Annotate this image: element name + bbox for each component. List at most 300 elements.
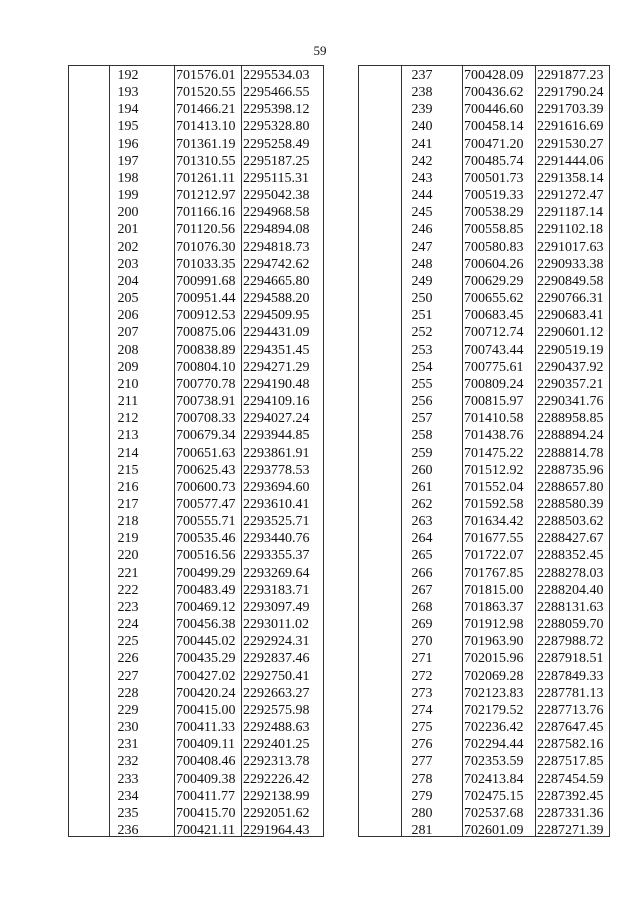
point-number: 262	[411, 497, 433, 512]
table-row	[359, 736, 609, 753]
point-number: 228	[117, 685, 139, 701]
x-coordinate: 700815.97	[464, 394, 524, 410]
x-coordinate: 700625.43	[176, 462, 236, 478]
x-coordinate: 700471.20	[464, 136, 524, 152]
table-row	[359, 771, 609, 788]
x-coordinate: 700485.74	[464, 153, 524, 169]
y-coordinate: 2288427.67	[537, 531, 604, 547]
table-row	[69, 118, 323, 135]
point-number: 242	[411, 153, 433, 169]
x-coordinate: 700415.00	[176, 702, 236, 718]
point-number: 254	[411, 359, 433, 375]
point-number: 279	[411, 788, 433, 804]
table-row	[359, 599, 609, 616]
table-row	[359, 547, 609, 564]
y-coordinate: 2291017.63	[537, 239, 604, 255]
y-coordinate: 2290766.31	[537, 291, 604, 307]
x-coordinate: 700809.24	[464, 376, 524, 392]
point-number: 202	[117, 239, 139, 255]
y-coordinate: 2292750.41	[243, 668, 310, 684]
table-row	[359, 376, 609, 393]
point-number: 210	[117, 376, 139, 392]
x-coordinate: 700991.68	[176, 273, 236, 289]
x-coordinate: 700875.06	[176, 325, 236, 341]
x-coordinate: 700555.71	[176, 514, 236, 530]
y-coordinate: 2293183.71	[243, 582, 310, 598]
point-number: 245	[411, 205, 433, 221]
x-coordinate: 701815.00	[464, 582, 524, 598]
point-number: 213	[117, 428, 139, 444]
table-row	[359, 805, 609, 822]
point-number: 252	[411, 325, 433, 341]
table-row	[359, 170, 609, 187]
y-coordinate: 2287849.33	[537, 668, 604, 684]
point-number: 204	[117, 273, 139, 289]
table-row	[359, 187, 609, 204]
x-coordinate: 700912.53	[176, 308, 236, 324]
x-coordinate: 700436.62	[464, 85, 524, 101]
table-row	[359, 719, 609, 736]
x-coordinate: 701033.35	[176, 256, 236, 272]
point-number: 247	[411, 239, 433, 255]
point-number: 237	[411, 68, 433, 83]
point-number: 197	[117, 153, 139, 169]
y-coordinate: 2291187.14	[537, 205, 603, 221]
point-number: 201	[117, 222, 139, 238]
point-number: 221	[117, 565, 139, 581]
point-number: 233	[117, 771, 139, 787]
table-row	[69, 462, 323, 479]
point-number: 234	[117, 788, 139, 804]
point-number: 273	[411, 685, 433, 701]
y-coordinate: 2287713.76	[537, 702, 604, 718]
point-number: 260	[411, 462, 433, 478]
point-number: 235	[117, 805, 139, 821]
table-row	[69, 513, 323, 530]
y-coordinate: 2293440.76	[243, 531, 310, 547]
point-number: 229	[117, 702, 139, 718]
table-row	[359, 84, 609, 101]
y-coordinate: 2293861.91	[243, 445, 310, 461]
point-number: 212	[117, 411, 139, 427]
table-row	[69, 805, 323, 822]
table-row	[359, 410, 609, 427]
table-row	[69, 565, 323, 582]
table-row	[69, 496, 323, 513]
point-number: 270	[411, 634, 433, 650]
table-row	[359, 753, 609, 770]
y-coordinate: 2290519.19	[537, 342, 604, 358]
table-row	[69, 427, 323, 444]
x-coordinate: 700415.70	[176, 805, 236, 821]
table-row	[359, 650, 609, 667]
table-row	[359, 513, 609, 530]
x-coordinate: 700519.33	[464, 188, 524, 204]
table-row	[359, 221, 609, 238]
point-number: 281	[411, 823, 433, 839]
table-row	[69, 445, 323, 462]
y-coordinate: 2293355.37	[243, 548, 310, 564]
x-coordinate: 701410.58	[464, 411, 524, 427]
x-coordinate: 701576.01	[176, 68, 236, 83]
y-coordinate: 2291272.47	[537, 188, 604, 204]
y-coordinate: 2288503.62	[537, 514, 604, 530]
y-coordinate: 2288958.85	[537, 411, 604, 427]
table-row	[69, 153, 323, 170]
table-row	[69, 668, 323, 685]
table-row	[359, 118, 609, 135]
x-coordinate: 701212.97	[176, 188, 236, 204]
table-row	[69, 204, 323, 221]
y-coordinate: 2295187.25	[243, 153, 310, 169]
y-coordinate: 2290849.58	[537, 273, 604, 289]
table-row	[359, 153, 609, 170]
x-coordinate: 700427.02	[176, 668, 236, 684]
y-coordinate: 2287647.45	[537, 720, 604, 736]
table-row	[69, 479, 323, 496]
y-coordinate: 2290601.12	[537, 325, 604, 341]
y-coordinate: 2291444.06	[537, 153, 604, 169]
y-coordinate: 2292226.42	[243, 771, 310, 787]
point-number: 251	[411, 308, 433, 324]
x-coordinate: 700446.60	[464, 102, 524, 118]
y-coordinate: 2288131.63	[537, 599, 604, 615]
y-coordinate: 2287454.59	[537, 771, 604, 787]
y-coordinate: 2288657.80	[537, 479, 604, 495]
y-coordinate: 2293269.64	[243, 565, 310, 581]
x-coordinate: 701076.30	[176, 239, 236, 255]
point-number: 271	[411, 651, 433, 667]
y-coordinate: 2295258.49	[243, 136, 310, 152]
table-row	[69, 101, 323, 118]
x-coordinate: 702413.84	[464, 771, 524, 787]
y-coordinate: 2290933.38	[537, 256, 604, 272]
x-coordinate: 700558.85	[464, 222, 524, 238]
y-coordinate: 2291703.39	[537, 102, 604, 118]
x-coordinate: 702601.09	[464, 823, 524, 839]
y-coordinate: 2294431.09	[243, 325, 310, 341]
point-number: 222	[117, 582, 139, 598]
table-row	[359, 479, 609, 496]
x-coordinate: 700775.61	[464, 359, 524, 375]
x-coordinate: 701413.10	[176, 119, 236, 135]
y-coordinate: 2294109.16	[243, 394, 310, 410]
y-coordinate: 2294509.95	[243, 308, 310, 324]
table-row	[69, 359, 323, 376]
x-coordinate: 700804.10	[176, 359, 236, 375]
point-number: 268	[411, 599, 433, 615]
x-coordinate: 700580.83	[464, 239, 524, 255]
y-coordinate: 2294665.80	[243, 273, 310, 289]
x-coordinate: 700683.45	[464, 308, 524, 324]
point-number: 255	[411, 376, 433, 392]
table-row	[359, 702, 609, 719]
point-number: 196	[117, 136, 139, 152]
y-coordinate: 2288059.70	[537, 617, 604, 633]
point-number: 259	[411, 445, 433, 461]
y-coordinate: 2290683.41	[537, 308, 604, 324]
y-coordinate: 2295534.03	[243, 68, 310, 83]
y-coordinate: 2288735.96	[537, 462, 604, 478]
y-coordinate: 2293610.41	[243, 497, 310, 512]
table-row	[69, 788, 323, 805]
point-number: 227	[117, 668, 139, 684]
y-coordinate: 2287517.85	[537, 754, 604, 770]
y-coordinate: 2287392.45	[537, 788, 604, 804]
point-number: 248	[411, 256, 433, 272]
point-number: 256	[411, 394, 433, 410]
y-coordinate: 2293525.71	[243, 514, 310, 530]
point-number: 194	[117, 102, 139, 118]
point-number: 231	[117, 737, 139, 753]
y-coordinate: 2287918.51	[537, 651, 604, 667]
x-coordinate: 701166.16	[176, 205, 235, 221]
coordinate-table-right	[358, 65, 610, 837]
x-coordinate: 702179.52	[464, 702, 524, 718]
table-row	[359, 427, 609, 444]
x-coordinate: 700738.91	[176, 394, 236, 410]
y-coordinate: 2288204.40	[537, 582, 604, 598]
table-row	[359, 530, 609, 547]
y-coordinate: 2295042.38	[243, 188, 310, 204]
table-row	[359, 393, 609, 410]
x-coordinate: 700469.12	[176, 599, 236, 615]
y-coordinate: 2288352.45	[537, 548, 604, 564]
point-number: 243	[411, 170, 433, 186]
y-coordinate: 2291102.18	[537, 222, 603, 238]
y-coordinate: 2291616.69	[537, 119, 604, 135]
y-coordinate: 2287582.16	[537, 737, 604, 753]
point-number: 280	[411, 805, 433, 821]
point-number: 192	[117, 68, 139, 83]
point-number: 206	[117, 308, 139, 324]
point-number: 250	[411, 291, 433, 307]
point-number: 208	[117, 342, 139, 358]
x-coordinate: 700428.09	[464, 68, 524, 83]
x-coordinate: 701261.11	[176, 170, 235, 186]
point-number: 220	[117, 548, 139, 564]
x-coordinate: 700409.11	[176, 737, 235, 753]
x-coordinate: 700535.46	[176, 531, 236, 547]
y-coordinate: 2295398.12	[243, 102, 310, 118]
x-coordinate: 701361.19	[176, 136, 236, 152]
point-number: 209	[117, 359, 139, 375]
x-coordinate: 701592.58	[464, 497, 524, 512]
point-number: 199	[117, 188, 139, 204]
point-number: 265	[411, 548, 433, 564]
y-coordinate: 2290437.92	[537, 359, 604, 375]
x-coordinate: 700538.29	[464, 205, 524, 221]
table-row	[359, 685, 609, 702]
y-coordinate: 2293944.85	[243, 428, 310, 444]
table-row	[69, 170, 323, 187]
x-coordinate: 701310.55	[176, 153, 236, 169]
y-coordinate: 2292138.99	[243, 788, 310, 804]
table-row	[69, 599, 323, 616]
x-coordinate: 701634.42	[464, 514, 524, 530]
x-coordinate: 700577.47	[176, 497, 236, 512]
y-coordinate: 2294894.08	[243, 222, 310, 238]
point-number: 238	[411, 85, 433, 101]
point-number: 195	[117, 119, 139, 135]
y-coordinate: 2287988.72	[537, 634, 604, 650]
point-number: 203	[117, 256, 139, 272]
point-number: 263	[411, 514, 433, 530]
point-number: 240	[411, 119, 433, 135]
table-row	[359, 324, 609, 341]
point-number: 223	[117, 599, 139, 615]
point-number: 216	[117, 479, 139, 495]
y-coordinate: 2290341.76	[537, 394, 604, 410]
y-coordinate: 2291790.24	[537, 85, 604, 101]
x-coordinate: 701520.55	[176, 85, 236, 101]
point-number: 239	[411, 102, 433, 118]
point-number: 205	[117, 291, 139, 307]
table-row	[359, 273, 609, 290]
x-coordinate: 700483.49	[176, 582, 236, 598]
point-number: 225	[117, 634, 139, 650]
x-coordinate: 700421.11	[176, 823, 235, 839]
point-number: 244	[411, 188, 433, 204]
point-number: 217	[117, 497, 139, 512]
point-number: 219	[117, 531, 139, 547]
y-coordinate: 2294968.58	[243, 205, 310, 221]
table-row	[359, 290, 609, 307]
x-coordinate: 700408.46	[176, 754, 236, 770]
point-number: 215	[117, 462, 139, 478]
table-row	[359, 668, 609, 685]
table-row	[359, 582, 609, 599]
point-number: 257	[411, 411, 433, 427]
y-coordinate: 2292313.78	[243, 754, 310, 770]
x-coordinate: 701722.07	[464, 548, 524, 564]
x-coordinate: 701767.85	[464, 565, 524, 581]
y-coordinate: 2287271.39	[537, 823, 604, 839]
point-number: 276	[411, 737, 433, 753]
x-coordinate: 702015.96	[464, 651, 524, 667]
table-row	[359, 496, 609, 513]
page-number: 59	[313, 43, 327, 58]
y-coordinate: 2292575.98	[243, 702, 310, 718]
table-row	[359, 359, 609, 376]
table-row	[359, 462, 609, 479]
x-coordinate: 701963.90	[464, 634, 524, 650]
table-row	[359, 307, 609, 324]
x-coordinate: 700651.63	[176, 445, 236, 461]
table-row	[359, 822, 609, 839]
x-coordinate: 701475.22	[464, 445, 524, 461]
table-row	[69, 410, 323, 427]
point-number: 230	[117, 720, 139, 736]
table-row	[69, 239, 323, 256]
x-coordinate: 700499.29	[176, 565, 236, 581]
x-coordinate: 700411.77	[176, 788, 235, 804]
x-coordinate: 700743.44	[464, 342, 524, 358]
y-coordinate: 2291358.14	[537, 170, 604, 186]
y-coordinate: 2293097.49	[243, 599, 310, 615]
table-row	[69, 771, 323, 788]
table-row	[69, 136, 323, 153]
y-coordinate: 2294351.45	[243, 342, 310, 358]
y-coordinate: 2292837.46	[243, 651, 310, 667]
x-coordinate: 701438.76	[464, 428, 524, 444]
y-coordinate: 2295328.80	[243, 119, 310, 135]
point-number: 266	[411, 565, 433, 581]
x-coordinate: 700600.73	[176, 479, 236, 495]
x-coordinate: 700679.34	[176, 428, 236, 444]
point-number: 218	[117, 514, 139, 530]
point-number: 274	[411, 702, 433, 718]
y-coordinate: 2294588.20	[243, 291, 310, 307]
table-row	[69, 633, 323, 650]
point-number: 272	[411, 668, 433, 684]
table-row	[359, 256, 609, 273]
point-number: 241	[411, 136, 433, 152]
y-coordinate: 2292051.62	[243, 805, 310, 821]
y-coordinate: 2288278.03	[537, 565, 604, 581]
table-row	[69, 342, 323, 359]
table-row	[69, 393, 323, 410]
y-coordinate: 2292663.27	[243, 685, 310, 701]
x-coordinate: 702069.28	[464, 668, 524, 684]
table-row	[69, 273, 323, 290]
x-coordinate: 700411.33	[176, 720, 235, 736]
y-coordinate: 2294190.48	[243, 376, 310, 392]
x-coordinate: 702236.42	[464, 720, 524, 736]
x-coordinate: 700445.02	[176, 634, 236, 650]
table-row	[69, 290, 323, 307]
x-coordinate: 701466.21	[176, 102, 236, 118]
x-coordinate: 700838.89	[176, 342, 236, 358]
point-number: 200	[117, 205, 139, 221]
x-coordinate: 701863.37	[464, 599, 524, 615]
x-coordinate: 701552.04	[464, 479, 524, 495]
point-number: 249	[411, 273, 433, 289]
table-row	[69, 822, 323, 839]
table-row	[69, 685, 323, 702]
point-number: 226	[117, 651, 139, 667]
table-row	[359, 616, 609, 633]
point-number: 232	[117, 754, 139, 770]
x-coordinate: 700655.62	[464, 291, 524, 307]
x-coordinate: 700501.73	[464, 170, 524, 186]
y-coordinate: 2288894.24	[537, 428, 604, 444]
point-number: 198	[117, 170, 139, 186]
y-coordinate: 2288580.39	[537, 497, 604, 512]
point-number: 207	[117, 325, 139, 341]
x-coordinate: 700712.74	[464, 325, 524, 341]
table-row	[359, 204, 609, 221]
x-coordinate: 702123.83	[464, 685, 524, 701]
table-row	[359, 445, 609, 462]
x-coordinate: 701677.55	[464, 531, 524, 547]
table-row	[69, 582, 323, 599]
x-coordinate: 701120.56	[176, 222, 235, 238]
y-coordinate: 2291964.43	[243, 823, 310, 839]
x-coordinate: 700951.44	[176, 291, 236, 307]
point-number: 278	[411, 771, 433, 787]
x-coordinate: 700458.14	[464, 119, 524, 135]
table-row	[69, 736, 323, 753]
table-row	[69, 547, 323, 564]
point-number: 253	[411, 342, 433, 358]
table-row	[69, 307, 323, 324]
table-row	[359, 633, 609, 650]
table-row	[69, 616, 323, 633]
y-coordinate: 2294027.24	[243, 411, 310, 427]
y-coordinate: 2291530.27	[537, 136, 604, 152]
table-row	[69, 324, 323, 341]
